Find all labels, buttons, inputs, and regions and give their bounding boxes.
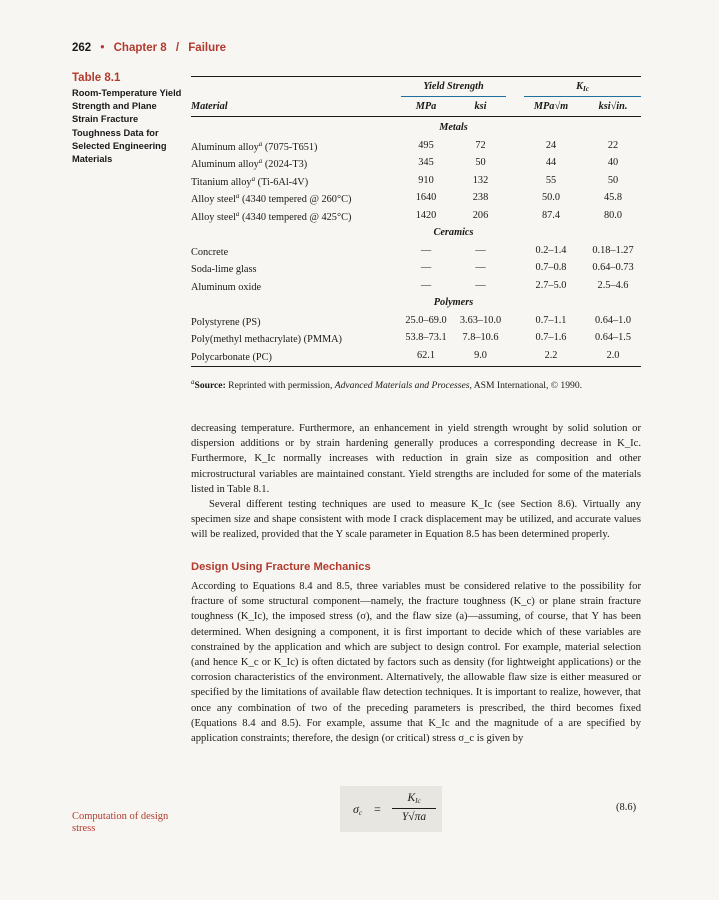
table-number: Table 8.1 bbox=[72, 72, 121, 84]
header-ksi-root-in: ksi√in. bbox=[598, 101, 628, 112]
chapter-label: Chapter 8 bbox=[113, 42, 167, 54]
table-caption bbox=[72, 72, 184, 166]
table-top-rule bbox=[191, 76, 641, 77]
table-cell: 0.2–1.4 bbox=[535, 244, 567, 256]
table-cell: 132 bbox=[472, 174, 489, 186]
table-cell: 87.4 bbox=[541, 209, 561, 221]
table-cell: 40 bbox=[607, 157, 619, 168]
material-name: Aluminum alloy$^a$ (2024-T3) bbox=[191, 157, 308, 170]
material-name: Aluminum oxide bbox=[191, 281, 262, 293]
table-cell: 2.7–5.0 bbox=[535, 279, 567, 291]
section-header-metals: Metals bbox=[439, 122, 468, 133]
table-cell: 0.7–0.8 bbox=[535, 262, 567, 273]
header-slash: / bbox=[175, 42, 180, 54]
data-table bbox=[191, 76, 641, 368]
material-name: Aluminum alloy$^a$ (7075-T651) bbox=[191, 139, 318, 153]
table-cell: 62.1 bbox=[416, 349, 436, 361]
table-cell: 25.0–69.0 bbox=[405, 314, 447, 326]
header-yield-strength: Yield Strength bbox=[423, 81, 484, 92]
page-number: 262 bbox=[72, 42, 92, 54]
section-header-ceramics: Ceramics bbox=[433, 227, 474, 238]
table-cell: — bbox=[420, 279, 432, 291]
table-footnote: $^a$Source: Reprinted with permission, Advanced Materials and Processes, ASM International, © 1990. bbox=[191, 378, 583, 391]
table-cell: 22 bbox=[607, 139, 619, 151]
table-cell: 238 bbox=[472, 192, 489, 203]
table-cell: — bbox=[475, 244, 486, 256]
margin-note: Computation of design stress bbox=[72, 811, 169, 834]
table-cell: 50 bbox=[475, 157, 486, 168]
table-cell: 495 bbox=[418, 139, 434, 151]
table-cell: 7.8–10.6 bbox=[462, 332, 499, 343]
material-name: Concrete bbox=[191, 246, 229, 258]
header-kic: $K_{Ic}$ bbox=[576, 81, 589, 93]
section-heading: Design Using Fracture Mechanics bbox=[191, 561, 371, 573]
table-cell: 345 bbox=[418, 157, 434, 168]
material-name: Polycarbonate (PC) bbox=[191, 351, 272, 363]
table-cell: 2.0 bbox=[606, 349, 620, 361]
table-cell: — bbox=[420, 262, 432, 273]
table-cell: 0.64–1.0 bbox=[594, 314, 632, 326]
table-cell: 0.7–1.1 bbox=[535, 314, 567, 326]
equation-box bbox=[340, 786, 442, 832]
section-header-polymers: Polymers bbox=[433, 297, 474, 308]
table-bottom-rule bbox=[191, 366, 641, 367]
equation-denominator: Y√πa bbox=[401, 811, 427, 823]
header-bullet: • bbox=[100, 42, 105, 54]
material-name: Alloy steel$^a$ (4340 tempered @ 260°C) bbox=[191, 192, 352, 205]
table-cell: — bbox=[475, 279, 486, 291]
table-cell: 80.0 bbox=[603, 209, 623, 221]
material-name: Titanium alloy$^a$ (Ti-6Al-4V) bbox=[191, 174, 309, 188]
table-cell: 1640 bbox=[415, 192, 437, 203]
header-mpa: MPa bbox=[415, 101, 437, 112]
table-cell: 0.64–1.5 bbox=[594, 332, 632, 343]
material-name: Soda-lime glass bbox=[191, 264, 257, 275]
table-cell: — bbox=[475, 262, 486, 273]
header-ksi: ksi bbox=[474, 101, 487, 112]
table-cell: 45.8 bbox=[603, 192, 623, 203]
table-cell: 50 bbox=[607, 174, 619, 186]
paragraph: decreasing temperature. Furthermore, an enhancement in yield strength wrought by solid solution or dispersion additions or by strain hardening generally produces a corresponding decrease in K_Ic. Furthermore, K_Ic normally increases with reduction in grain size as composition and other microstructural variables are maintained constant. Yield strengths are included for some of the materials listed in Table 8.1. bbox=[191, 423, 641, 495]
table-cell: 0.18–1.27 bbox=[592, 244, 634, 256]
table-cell: 24 bbox=[545, 139, 557, 151]
equation-equals: = bbox=[374, 802, 381, 816]
table-cell: 72 bbox=[475, 139, 486, 151]
table-cell: 9.0 bbox=[474, 349, 487, 361]
table-cell: 50.0 bbox=[541, 192, 561, 203]
body-text-2 bbox=[191, 579, 641, 746]
paragraph: Several different testing techniques are used to measure K_Ic (see Section 8.6). Virtually any specimen size and shape consistent with mode I crack displacement may be utilized, and accurate values will be realized, provided that the Y scale parameter in Equation 8.5 has been determined properly. bbox=[191, 499, 641, 541]
table-cell: 2.2 bbox=[544, 349, 558, 361]
equation-numerator: $K_{Ic}$ bbox=[407, 792, 421, 805]
table-cell: 55 bbox=[545, 174, 557, 186]
table-cell: 206 bbox=[472, 209, 489, 221]
table-cell: 1420 bbox=[415, 209, 437, 221]
table-cell: 0.64–0.73 bbox=[592, 262, 634, 273]
chapter-title: Failure bbox=[188, 42, 226, 54]
header-rule bbox=[191, 116, 641, 117]
yield-underline bbox=[401, 96, 506, 97]
table-cell: 2.5–4.6 bbox=[597, 279, 629, 291]
material-name: Polystyrene (PS) bbox=[191, 316, 261, 328]
table-cell: — bbox=[420, 244, 432, 256]
table-cell: 3.63–10.0 bbox=[459, 314, 502, 326]
body-text-1 bbox=[191, 421, 641, 543]
equation-lhs: $\sigma_c$ bbox=[353, 802, 363, 817]
header-material: Material bbox=[191, 101, 228, 112]
fraction-bar bbox=[392, 808, 436, 809]
table-title: Room-Temperature Yield Strength and Plane Strain Fracture Toughness Data for Selected Engineering Materials bbox=[72, 88, 182, 165]
kic-underline bbox=[524, 96, 641, 97]
running-header bbox=[72, 42, 226, 54]
table-cell: 53.8–73.1 bbox=[405, 332, 447, 343]
material-name: Poly(methyl methacrylate) (PMMA) bbox=[191, 334, 342, 345]
paragraph: According to Equations 8.4 and 8.5, three variables must be considered relative to the possibility for fracture of some structural component—namely, the fracture toughness (K_c) or plane strain fracture toughness (K_Ic), the imposed stress (σ), and the flaw size (a)—assuming, of course, that Y has been determined. When designing a component, it is first important to decide which of these variables are constrained by the application and which are subject to design control. For example, material selection (and hence K_c or K_Ic) is often dictated by factors such as density (for lightweight applications) or the corrosion characteristics of the environment. Alternatively, the allowable flaw size is either measured or specified by the limitations of available flaw detection techniques. It is important to realize, however, that once any combination of two of the preceding parameters is prescribed, the third becomes fixed (Equations 8.4 and 8.5). For example, assume that K_Ic and the magnitude of a are specified by application constraints; therefore, the design (or critical) stress σ_c is given by bbox=[191, 581, 641, 745]
header-mpa-root-m: MPa√m bbox=[533, 101, 569, 112]
equation-number: (8.6) bbox=[616, 802, 637, 813]
table-cell: 44 bbox=[545, 157, 557, 168]
table-cell: 0.7–1.6 bbox=[535, 332, 567, 343]
material-name: Alloy steel$^a$ (4340 tempered @ 425°C) bbox=[191, 209, 352, 223]
table-cell: 910 bbox=[418, 174, 434, 186]
